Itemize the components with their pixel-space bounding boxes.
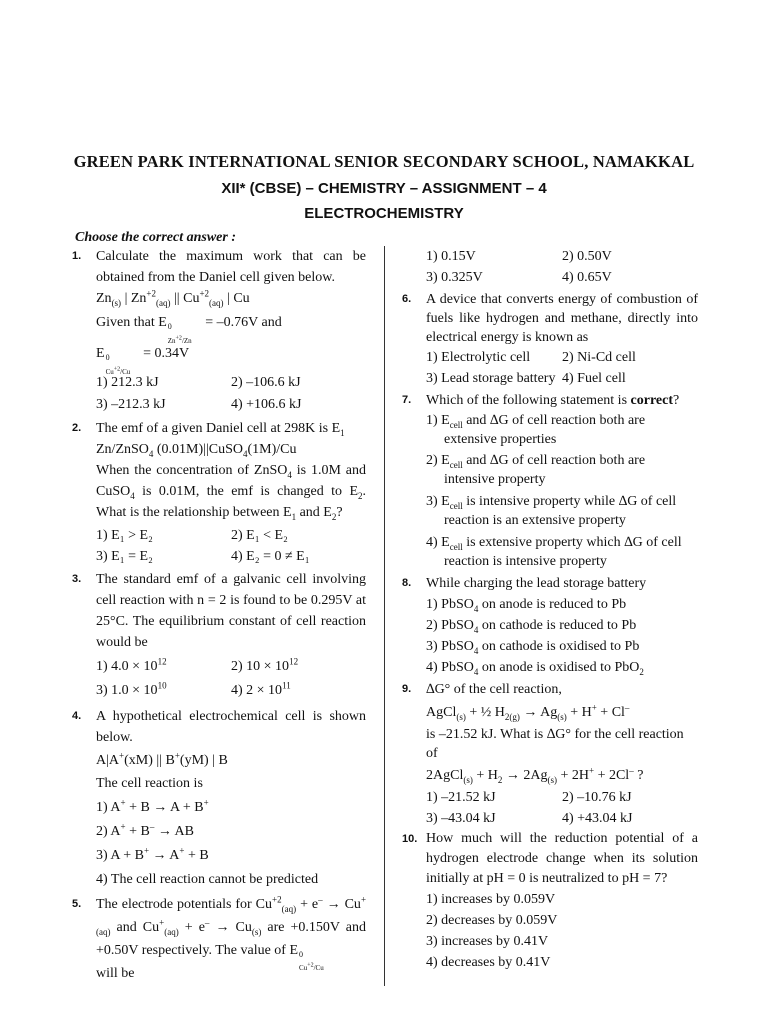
question-6-options-row2 — [402, 368, 698, 389]
option: 3) PbSO$_4$ on cathode is oxidised to Pb — [426, 639, 640, 656]
chapter-title: ELECTROCHEMISTRY — [304, 205, 464, 222]
assignment-title: XII* (CBSE) – CHEMISTRY – ASSIGNMENT – 4 — [221, 180, 547, 197]
option: 4) The cell reaction cannot be predicted — [96, 872, 319, 887]
option: 3) –43.04 kJ — [426, 811, 496, 826]
question-9-reaction: AgCl$_{(s)}$ + ½ $H_{2(g)} \to Ag_{(s)} + H^+ + Cl^-$ — [426, 702, 630, 722]
option: 2) A+ + B– → AB — [96, 821, 194, 839]
option: 3) increases by 0.41V — [426, 934, 549, 949]
option: 3) Lead storage battery — [426, 371, 556, 386]
question-3-text: The standard emf of a galvanic cell involving cell reaction with n = 2 is found to be 0.295V at 25°C. The equilibrium constant of cell reaction would be — [96, 572, 366, 650]
option: 3) E₁ = E₂ — [96, 549, 153, 564]
question-7: 7. Which of the following statement is correct? — [402, 393, 680, 408]
option: 4) PbSO$_4$ on anode is oxidised to PbO$_2$ — [426, 660, 644, 677]
option: 1) 0.15V — [426, 249, 476, 264]
question-4-line: The cell reaction is — [96, 776, 203, 791]
option: 3) 0.325V — [426, 270, 483, 285]
question-2: 2. The emf of a given Daniel cell at 298K is $E_1$ Zn/ZnSO$_4$ (0.01M)||CuSO$_4$(1M)/Cu When the concentration of ZnSO$_4$ is 1.0M and CuSO$_4$ is 0.01M, the emf is changed to $E_2$. What is the relationship between $E_1$ and $E_2$? — [72, 421, 367, 522]
right-column — [402, 246, 698, 973]
option: 1) Electrolytic cell — [426, 350, 531, 365]
question-1-given-2: E 0 $Cu^{+2}/Cu$ = 0.34V — [96, 346, 190, 376]
question-3: 3. The standard emf of a galvanic cell involving cell reaction with n = 2 is found to be 0.295V at 25°C. The equilibrium constant of cell reaction would be — [72, 572, 366, 650]
option: 3) $E_{cell}$ is intensive property while ∆G of cell reaction is an extensive property — [426, 494, 677, 528]
option: 2) Ni-Cd cell — [562, 350, 636, 365]
column-divider — [384, 246, 385, 986]
option: 4) 0.65V — [562, 270, 612, 285]
option: 3) A + B+ → A+ + B — [96, 845, 209, 863]
option: 1) –21.52 kJ — [426, 790, 496, 805]
option: 4) E₂ = 0 ≠ E₁ — [231, 549, 310, 564]
question-9-options-row2 — [402, 808, 698, 829]
question-10-text: How much will the reduction potential of a hydrogen electrode change when its solution initially at pH = 0 is neutralized to pH = 7? — [426, 831, 698, 886]
left-column — [72, 246, 366, 985]
option: 2) 0.50V — [562, 249, 612, 264]
question-1-given-1: Given that E 0 $Zn^{+2}/Zn$ = –0.76V and — [96, 315, 282, 345]
option: 4) decreases by 0.41V — [426, 955, 551, 970]
school-name: GREEN PARK INTERNATIONAL SENIOR SECONDARY SCHOOL, NAMAKKAL — [73, 152, 695, 171]
question-9: 9. ∆G° of the cell reaction, — [402, 682, 562, 697]
question-1-cell: $Zn_{(s)}$ | $Zn^{+2}_{(aq)}$ || $Cu^{+2}_{(aq)}$ | Cu — [96, 288, 250, 308]
option: 3) –212.3 kJ — [96, 397, 166, 412]
option: 4) $2 \times 10^{11}$ — [231, 680, 291, 698]
question-4: 4. A hypothetical electrochemical cell is shown below. — [72, 709, 366, 745]
question-3-options-row1 — [72, 656, 366, 677]
option: 4) $E_{cell}$ is extensive property which ∆G of cell reaction is intensive property — [426, 535, 682, 569]
question-1-options-row2 — [72, 394, 366, 415]
question-1-text: Calculate the maximum work that can be obtained from the Daniel cell given below. — [96, 249, 366, 285]
question-8: 8. While charging the lead storage battery — [402, 576, 647, 591]
option: 3) $1.0 \times 10^{10}$ — [96, 680, 167, 698]
question-5-options-row1 — [402, 246, 698, 267]
option: 1) $4.0 \times 10^{12}$ — [96, 656, 167, 674]
option: 2) $10 \times 10^{12}$ — [231, 656, 299, 674]
question-8-text: While charging the lead storage battery — [426, 576, 647, 591]
question-9-text: is –21.52 kJ. What is ∆G° for the cell reaction of — [426, 727, 684, 761]
question-9-options-row1 — [402, 787, 698, 808]
option: 2) –10.76 kJ — [562, 790, 632, 805]
question-6-text: A device that converts energy of combustion of fuels like hydrogen and methane, directly into electrical energy is known as — [426, 292, 698, 345]
question-5-options-row2 — [402, 267, 698, 288]
option: 2) E₁ < E₂ — [231, 528, 288, 543]
question-1: 1. Calculate the maximum work that can be obtained from the Daniel cell given below. — [72, 249, 366, 285]
question-2-options-row2 — [72, 546, 366, 567]
option: 1) increases by 0.059V — [426, 892, 556, 907]
question-9-reaction-2: 2AgCl$_{(s)}$ + $H_2 \to 2Ag_{(s)} + 2H^+ + 2Cl^-$ ? — [426, 765, 644, 785]
question-6-options-row1 — [402, 347, 698, 368]
question-4-text: A hypothetical electrochemical cell is shown below. — [96, 709, 366, 745]
option: 2) decreases by 0.059V — [426, 913, 558, 928]
option: 1) 212.3 kJ — [96, 375, 159, 390]
option: 4) +43.04 kJ — [562, 811, 633, 826]
option: 2) $E_{cell}$ and ∆G of cell reaction both are intensive property — [426, 453, 646, 487]
question-6: 6. A device that converts energy of combustion of fuels like hydrogen and methane, directly into electrical energy is known as — [402, 292, 698, 345]
option: 4) Fuel cell — [562, 371, 626, 386]
option: 1) A+ + B → A + B+ — [96, 797, 209, 815]
option: 2) –106.6 kJ — [231, 375, 301, 390]
instruction: Choose the correct answer : — [75, 230, 236, 245]
question-10: 10. How much will the reduction potential of a hydrogen electrode change when its solution initially at pH = 0 is neutralized to pH = 7? — [402, 831, 698, 886]
option: 1) PbSO$_4$ on anode is reduced to Pb — [426, 597, 627, 614]
option: 1) $E_{cell}$ and ∆G of cell reaction both are extensive properties — [426, 413, 646, 447]
question-2-options-row1 — [72, 525, 366, 546]
question-4-cell: A|A+(xM) || B+(yM) | B — [96, 750, 228, 768]
question-5: 5. The electrode potentials for $Cu^{+2}_{(aq)} + e^- \to Cu^+_{(aq)}$ and $Cu^+_{(aq)} + e^- \to Cu_{(s)}$ are +0.150V and +0.50V respectively. The value of E 0 $Cu^{+2}/Cu$ will be — [72, 894, 367, 981]
option: 1) E₁ > E₂ — [96, 528, 153, 543]
option: 2) PbSO$_4$ on cathode is reduced to Pb — [426, 618, 637, 635]
question-3-options-row2 — [72, 680, 366, 701]
option: 4) +106.6 kJ — [231, 397, 302, 412]
